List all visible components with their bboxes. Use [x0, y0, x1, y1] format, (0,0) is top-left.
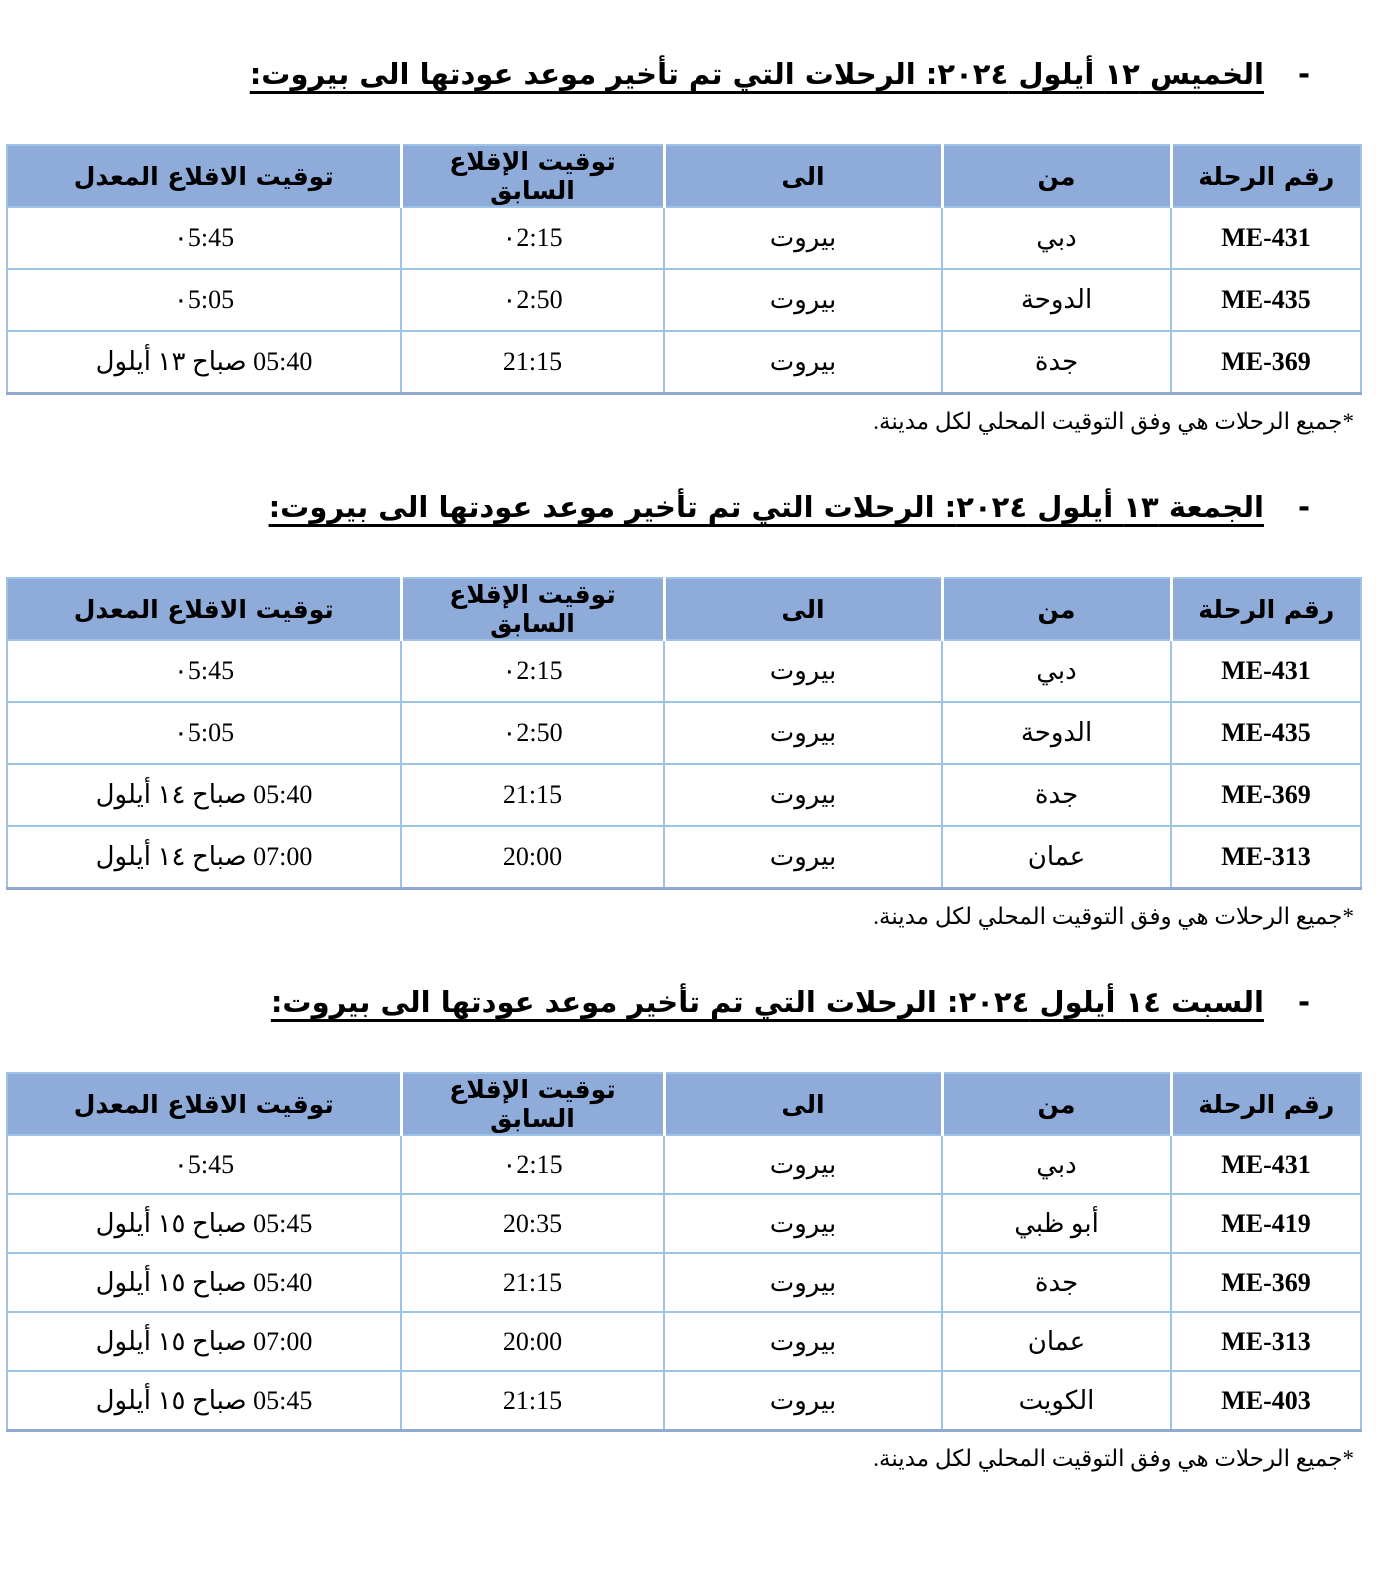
col-revised-time: توقيت الاقلاع المعدل — [7, 1073, 401, 1135]
revised-time-cell: ٠5:05 — [7, 269, 401, 331]
flight-row — [7, 1371, 1361, 1431]
col-previous-time: توقيت الإقلاع السابق — [401, 1073, 664, 1135]
flight-number-cell: ME-435 — [1171, 702, 1361, 764]
flight-row — [7, 331, 1361, 394]
previous-time-cell: ٠2:50 — [401, 702, 664, 764]
col-previous-time: توقيت الإقلاع السابق — [401, 578, 664, 640]
flight-number-cell: ME-431 — [1171, 1135, 1361, 1194]
flight-row — [7, 207, 1361, 269]
day-section-saturday — [0, 980, 1394, 1472]
col-flight-number: رقم الرحلة — [1171, 145, 1361, 207]
col-from: من — [942, 578, 1171, 640]
flight-number-cell: ME-419 — [1171, 1194, 1361, 1253]
day-heading — [0, 485, 1310, 529]
col-revised-time: توقيت الاقلاع المعدل — [7, 145, 401, 207]
destination-cell: بيروت — [664, 207, 942, 269]
origin-cell: جدة — [942, 764, 1171, 826]
col-flight-number: رقم الرحلة — [1171, 578, 1361, 640]
destination-cell: بيروت — [664, 1371, 942, 1431]
destination-cell: بيروت — [664, 640, 942, 702]
revised-time-cell: 05:40 صباح ١٣ أيلول — [7, 331, 401, 394]
heading-dash: - — [1297, 985, 1310, 1019]
origin-cell: عمان — [942, 1312, 1171, 1371]
revised-time-cell: 05:40 صباح ١٥ أيلول — [7, 1253, 401, 1312]
revised-time-cell: ٠5:45 — [7, 1135, 401, 1194]
day-section-thursday — [0, 52, 1394, 435]
flight-number-cell: ME-403 — [1171, 1371, 1361, 1431]
day-heading — [0, 980, 1310, 1024]
col-from: من — [942, 145, 1171, 207]
col-to: الى — [664, 145, 942, 207]
flight-number-cell: ME-369 — [1171, 764, 1361, 826]
origin-cell: أبو ظبي — [942, 1194, 1171, 1253]
revised-time-cell: 07:00 صباح ١٥ أيلول — [7, 1312, 401, 1371]
revised-time-cell: ٠5:05 — [7, 702, 401, 764]
local-time-footnote: *جميع الرحلات هي وفق التوقيت المحلي لكل مدينة. — [873, 1446, 1354, 1471]
origin-cell: عمان — [942, 826, 1171, 889]
flight-number-cell: ME-431 — [1171, 207, 1361, 269]
col-to: الى — [664, 1073, 942, 1135]
local-time-footnote: *جميع الرحلات هي وفق التوقيت المحلي لكل مدينة. — [873, 904, 1354, 929]
day-heading-text: الخميس ١٢ أيلول ٢٠٢٤: الرحلات التي تم تأخير موعد عودتها الى بيروت: — [249, 57, 1264, 91]
day-heading — [0, 52, 1310, 96]
previous-time-cell: 20:35 — [401, 1194, 664, 1253]
flight-row — [7, 269, 1361, 331]
origin-cell: الدوحة — [942, 702, 1171, 764]
previous-time-cell: ٠2:15 — [401, 207, 664, 269]
revised-time-cell: 05:45 صباح ١٥ أيلول — [7, 1194, 401, 1253]
flights-table — [6, 577, 1362, 890]
header-row — [7, 578, 1361, 640]
previous-time-cell: ٠2:15 — [401, 1135, 664, 1194]
previous-time-cell: ٠2:15 — [401, 640, 664, 702]
day-section-friday — [0, 485, 1394, 930]
flights-table — [6, 1072, 1362, 1432]
header-row — [7, 1073, 1361, 1135]
origin-cell: دبي — [942, 640, 1171, 702]
heading-dash: - — [1297, 57, 1310, 91]
previous-time-cell: 21:15 — [401, 1371, 664, 1431]
previous-time-cell: ٠2:50 — [401, 269, 664, 331]
col-from: من — [942, 1073, 1171, 1135]
flight-number-cell: ME-313 — [1171, 826, 1361, 889]
header-row — [7, 145, 1361, 207]
origin-cell: الدوحة — [942, 269, 1171, 331]
destination-cell: بيروت — [664, 331, 942, 394]
heading-dash: - — [1297, 490, 1310, 524]
origin-cell: دبي — [942, 207, 1171, 269]
col-revised-time: توقيت الاقلاع المعدل — [7, 578, 401, 640]
destination-cell: بيروت — [664, 702, 942, 764]
flight-row — [7, 1312, 1361, 1371]
destination-cell: بيروت — [664, 1312, 942, 1371]
previous-time-cell: 21:15 — [401, 764, 664, 826]
destination-cell: بيروت — [664, 1253, 942, 1312]
origin-cell: جدة — [942, 331, 1171, 394]
local-time-footnote: *جميع الرحلات هي وفق التوقيت المحلي لكل مدينة. — [873, 409, 1354, 434]
flight-number-cell: ME-313 — [1171, 1312, 1361, 1371]
flight-row — [7, 702, 1361, 764]
revised-time-cell: ٠5:45 — [7, 640, 401, 702]
flight-number-cell: ME-431 — [1171, 640, 1361, 702]
day-heading-text: السبت ١٤ أيلول ٢٠٢٤: الرحلات التي تم تأخير موعد عودتها الى بيروت: — [270, 985, 1264, 1019]
previous-time-cell: 20:00 — [401, 826, 664, 889]
flights-table — [6, 144, 1362, 395]
flight-row — [7, 1135, 1361, 1194]
flight-number-cell: ME-369 — [1171, 1253, 1361, 1312]
origin-cell: الكويت — [942, 1371, 1171, 1431]
destination-cell: بيروت — [664, 764, 942, 826]
col-previous-time: توقيت الإقلاع السابق — [401, 145, 664, 207]
revised-time-cell: 07:00 صباح ١٤ أيلول — [7, 826, 401, 889]
flight-row — [7, 640, 1361, 702]
previous-time-cell: 21:15 — [401, 331, 664, 394]
destination-cell: بيروت — [664, 1135, 942, 1194]
flight-number-cell: ME-435 — [1171, 269, 1361, 331]
revised-time-cell: 05:45 صباح ١٥ أيلول — [7, 1371, 401, 1431]
flight-row — [7, 826, 1361, 889]
origin-cell: جدة — [942, 1253, 1171, 1312]
revised-time-cell: ٠5:45 — [7, 207, 401, 269]
flight-row — [7, 1194, 1361, 1253]
col-flight-number: رقم الرحلة — [1171, 1073, 1361, 1135]
destination-cell: بيروت — [664, 1194, 942, 1253]
previous-time-cell: 20:00 — [401, 1312, 664, 1371]
flight-row — [7, 1253, 1361, 1312]
col-to: الى — [664, 578, 942, 640]
day-heading-text: الجمعة ١٣ أيلول ٢٠٢٤: الرحلات التي تم تأخير موعد عودتها الى بيروت: — [268, 490, 1264, 524]
previous-time-cell: 21:15 — [401, 1253, 664, 1312]
flight-number-cell: ME-369 — [1171, 331, 1361, 394]
revised-time-cell: 05:40 صباح ١٤ أيلول — [7, 764, 401, 826]
origin-cell: دبي — [942, 1135, 1171, 1194]
destination-cell: بيروت — [664, 269, 942, 331]
destination-cell: بيروت — [664, 826, 942, 889]
flight-row — [7, 764, 1361, 826]
document-page — [0, 52, 1394, 1588]
